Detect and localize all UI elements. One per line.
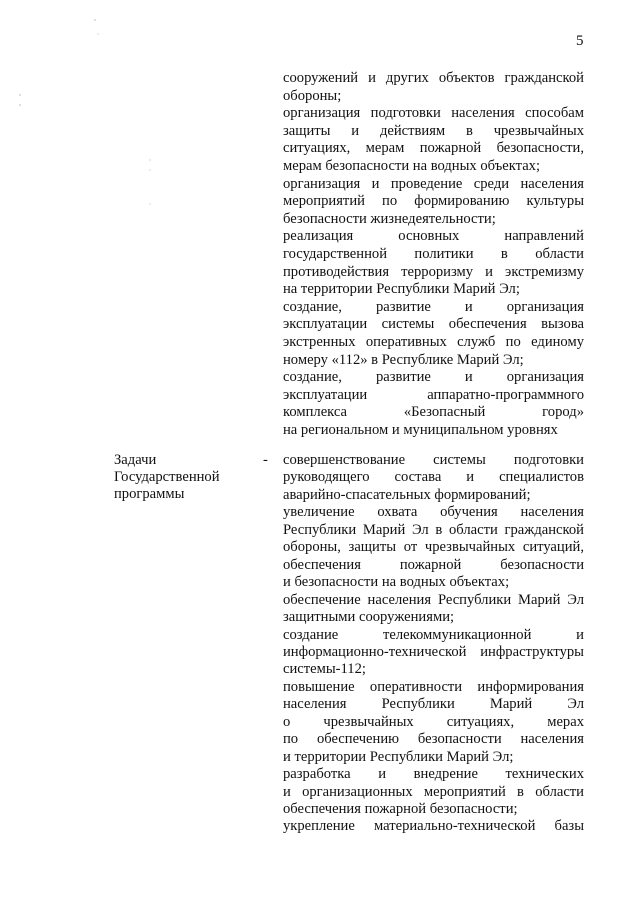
objectives-line: реализация основных направлений [283,228,584,245]
tasks-line: обеспечения пожарной безопасности; [283,801,518,817]
tasks-line: совершенствование системы подготовки [283,452,584,468]
tasks-line: создание телекоммуникационной и [283,626,584,643]
objectives-line: номеру «112» в Республике Марий Эл; [283,351,524,368]
tasks-line: укрепление материально-технической базы [283,818,584,835]
objectives-line: противодействия терроризму и экстремизму [283,263,584,280]
tasks-line: по обеспечению безопасности населения [283,731,584,748]
tasks-line: и территории Республики Марий Эл; [283,748,514,765]
objectives-line: комплекса «Безопасный город» [283,404,584,421]
objectives-line: государственной политики в области [283,246,584,262]
objectives-line: мерам безопасности на водных объектах; [283,158,541,174]
objectives-line: создание, развитие и организация [283,298,584,315]
tasks-line: и организационных мероприятий в области [283,783,584,800]
objectives-line: ситуациях, мерам пожарной безопасности, [283,140,584,157]
objectives-line: безопасности жизнедеятельности; [283,210,496,227]
tasks-line: населения Республики Марий Эл [283,696,584,713]
tasks-line: системы-112; [283,661,366,678]
tasks-line: обеспечения пожарной безопасности [283,556,584,573]
objectives-line: сооружений и других объектов гражданской [283,70,584,86]
page-number: 5 [576,33,584,49]
objectives-line: создание, развитие и организация [283,369,584,386]
tasks-label-line-3: программы [114,486,185,502]
tasks-line: о чрезвычайных ситуациях, мерах [283,713,584,730]
tasks-line: руководящего состава и специалистов [283,469,584,486]
tasks-line: обеспечение населения Республики Марий Эл [283,591,584,608]
tasks-label-line-1: Задачи [114,452,157,468]
tasks-line: аварийно-спасательных формирований; [283,486,531,503]
objectives-line: экстренных оперативных служб по единому [283,334,584,350]
scan-specks [0,0,200,300]
objectives-line: на территории Республики Марий Эл; [283,281,520,298]
objectives-line: защиты и действиям в чрезвычайных [283,122,584,139]
objectives-line: эксплуатации аппаратно-программного [283,386,584,403]
objectives-line: мероприятий по формированию культуры [283,193,584,210]
label-dash: - [263,452,268,468]
objectives-line: организация и проведение среди населения [283,175,584,192]
objectives-line: организация подготовки населения способам [283,105,584,122]
objectives-line: на региональном и муниципальном уровнях [283,422,558,438]
tasks-line: повышение оперативности информирования [283,678,584,695]
objectives-line: эксплуатации системы обеспечения вызова [283,316,584,333]
tasks-line: Республики Марий Эл в области гражданской [283,521,584,538]
tasks-line: обороны, защиты от чрезвычайных ситуаций, [283,539,584,556]
tasks-line: разработка и внедрение технических [283,766,584,783]
tasks-line: защитными сооружениями; [283,609,455,626]
tasks-line: информационно-технической инфраструктуры [283,643,584,660]
tasks-line: и безопасности на водных объектах; [283,574,510,591]
objectives-line: обороны; [283,87,342,104]
tasks-label-line-2: Государственной [114,469,220,485]
tasks-line: увеличение охвата обучения населения [283,504,584,521]
